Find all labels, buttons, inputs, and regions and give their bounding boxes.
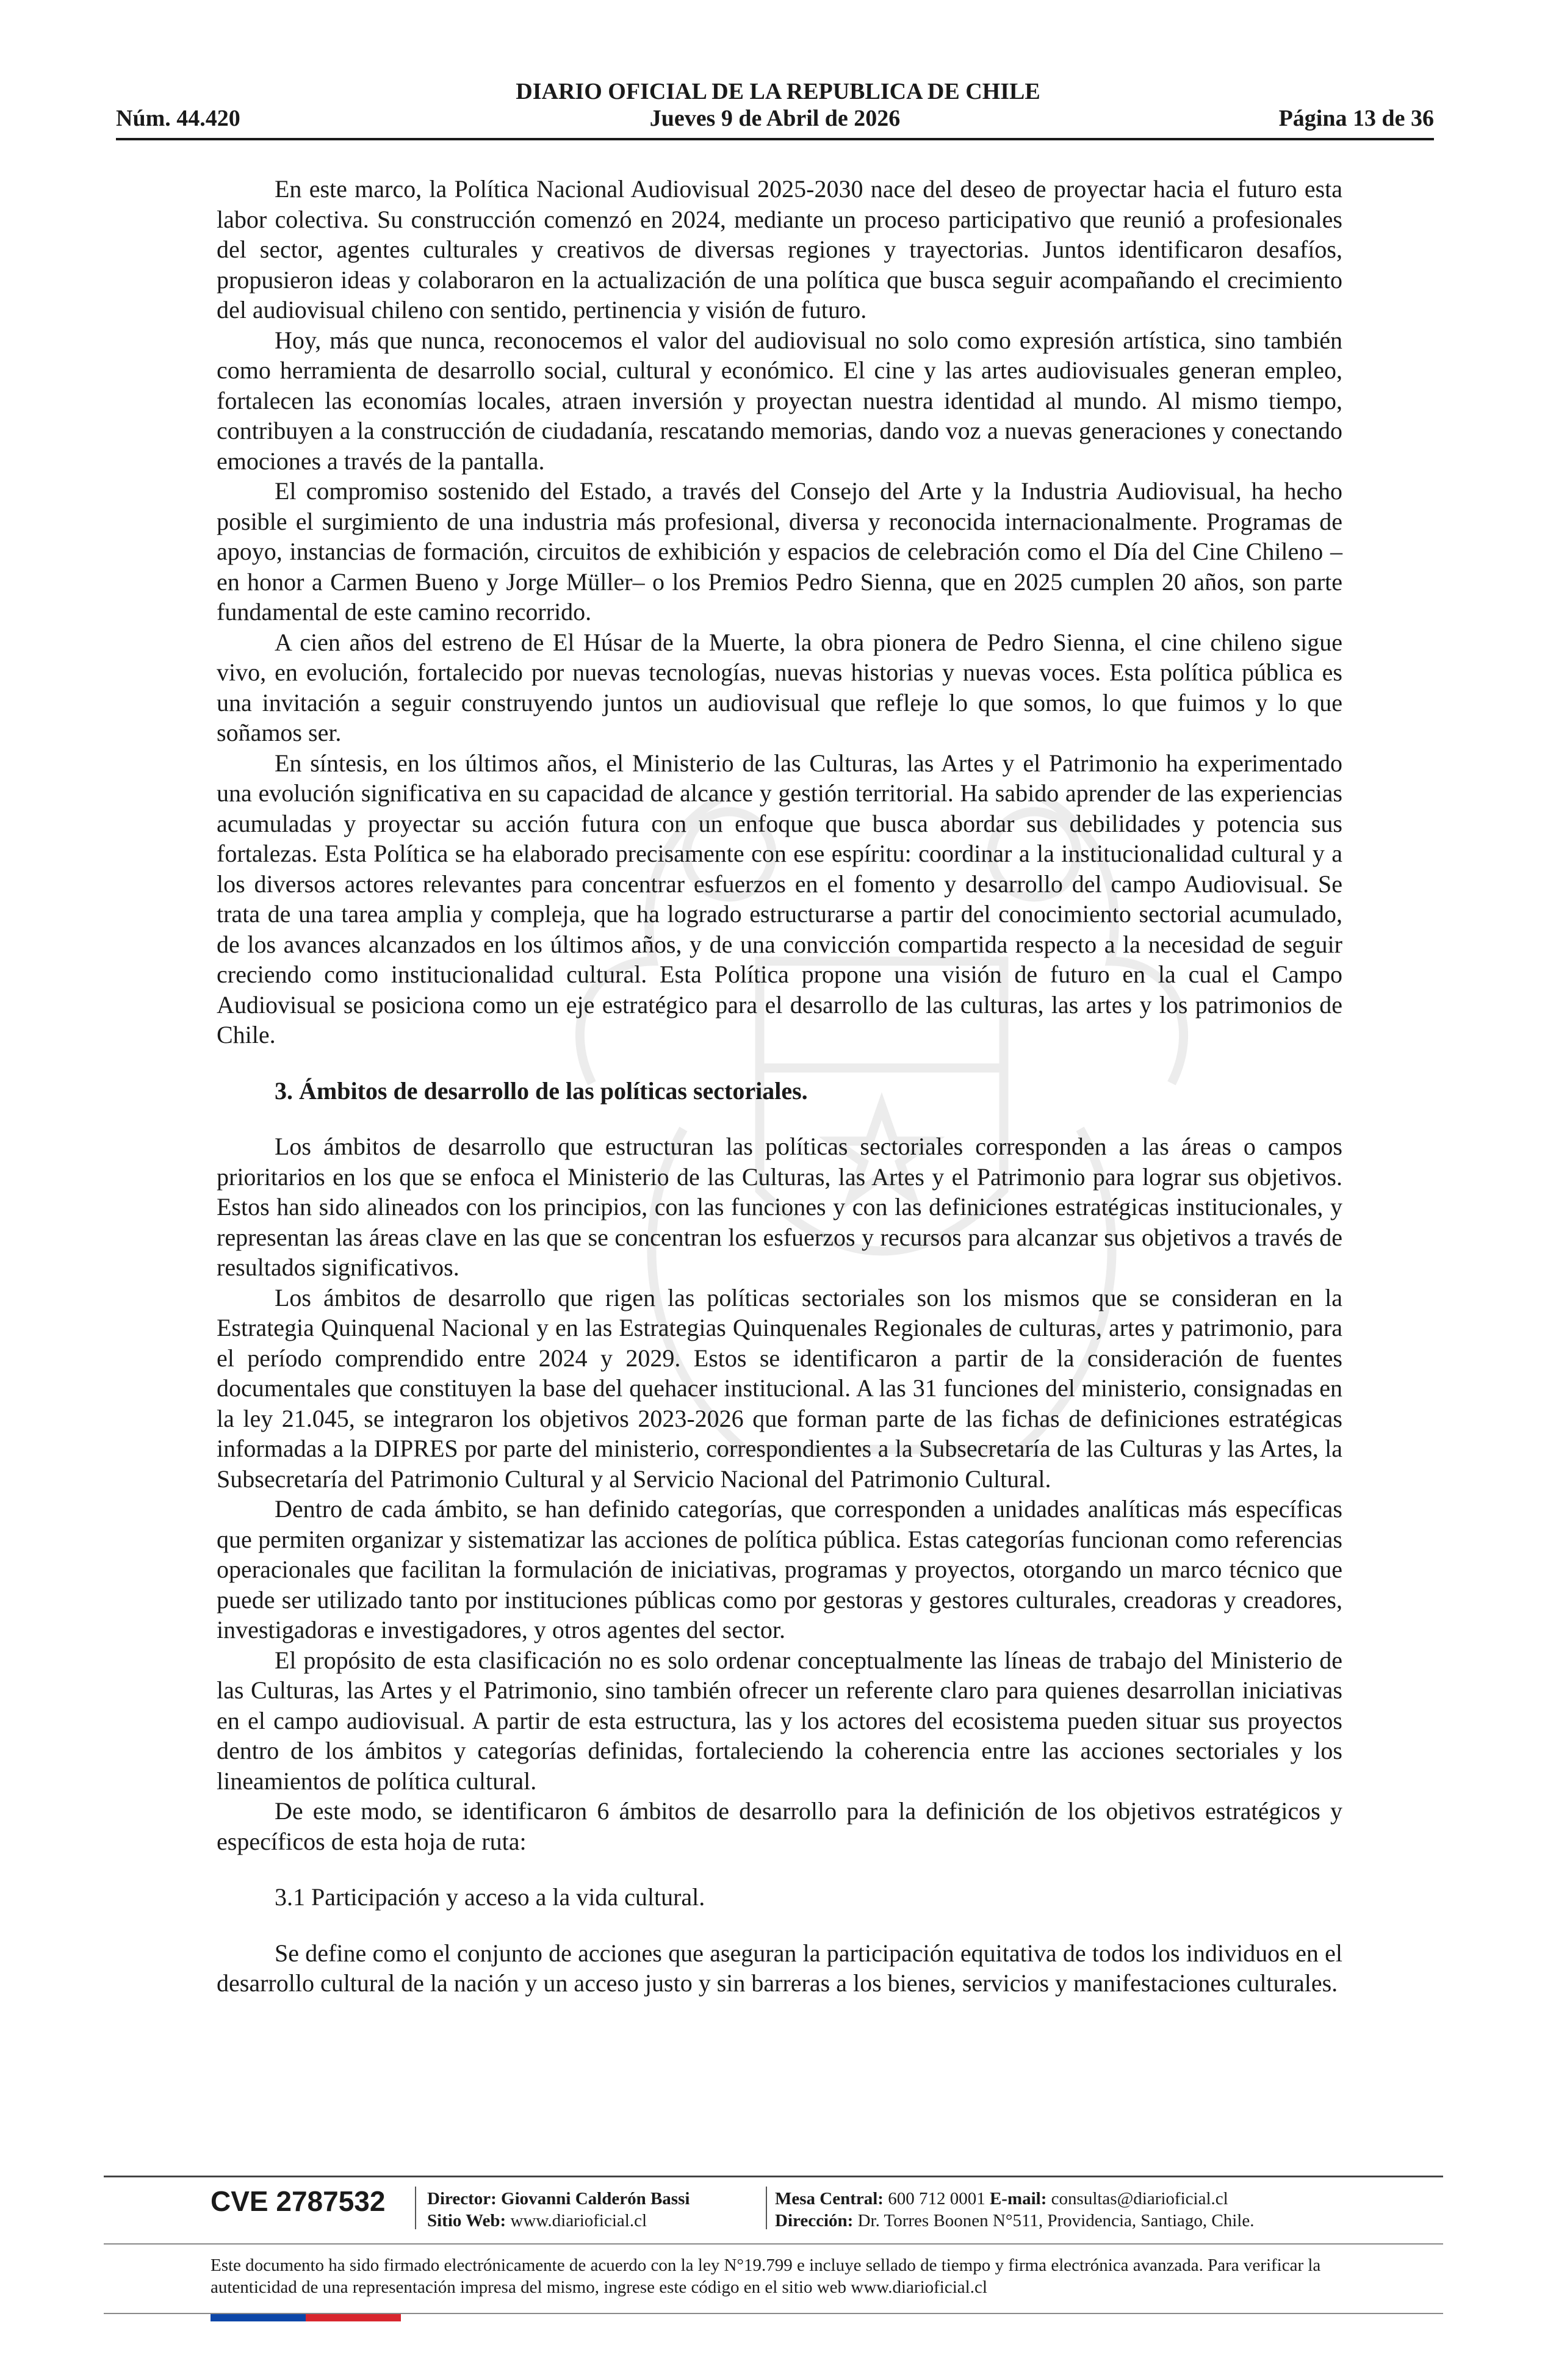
flag-blue-segment	[211, 2314, 306, 2321]
paragraph: Dentro de cada ámbito, se han definido categorías, que corresponden a unidades analíticas más específicas que permiten organizar y sistematizar las acciones de política pública. Estas categorías funcionan como referencias operacionales que facilitan la formulación de iniciativas, programas y proyectos, otorgando un marco técnico que puede ser utilizado tanto por instituciones públicas como por gestoras y gestores culturales, creadoras y creadores, investigadoras e investigadores, y otros agentes del sector.	[217, 1495, 1342, 1643]
paragraph: Se define como el conjunto de acciones que aseguran la participación equitativa de todos los individuos en el desarrollo cultural de la nación y un acceso justo y sin barreras a los bienes, servicios y manifestaciones culturales.	[217, 1939, 1342, 1997]
paragraph: En síntesis, en los últimos años, el Ministerio de las Culturas, las Artes y el Patrimonio ha experimentado una evolución significativa en su capacidad de alcance y gestión territorial. Ha sabido aprender de las experiencias acumuladas y proyectar su acción futura con un enfoque que busca abordar sus debilidades y potencia sus fortalezas. Esta Política se ha elaborado precisamente con ese espíritu: coordinar a la institucionalidad cultural y a los diversos actores relevantes para concentrar esfuerzos en el fomento y desarrollo del campo Audiovisual. Se trata de una tarea amplia y compleja, que ha logrado estructurarse a partir del conocimiento sectorial acumulado, de los avances alcanzados en los últimos años, y de una convicción compartida respecto a la necesidad de seguir creciendo como institucionalidad cultural. Esta Política propone una visión de futuro en la cual el Campo Audiovisual se posiciona como un eje estratégico para el desarrollo de las culturas, las artes y los patrimonios de Chile.	[217, 749, 1342, 1048]
address-label: Dirección:	[775, 2211, 854, 2230]
paragraph: Los ámbitos de desarrollo que estructuran las políticas sectoriales corresponden a las áreas o campos prioritarios en los que se enfoca el Ministerio de las Culturas, las Artes y el Patrimonio para lograr sus objetivos. Estos han sido alineados con los principios, con las funciones y con las definiciones estratégicas institucionales, y representan las áreas clave en las que se concentran los esfuerzos y recursos para alcanzar sus objetivos a través de resultados significativos.	[217, 1133, 1342, 1281]
phone-value: 600 712 0001	[888, 2189, 985, 2209]
signature-notice: Este documento ha sido firmado electrónicamente de acuerdo con la ley N°19.799 e incluye sellado de tiempo y firma electrónica avanzada. Para verificar la autenticidad de una representación impresa del mismo, ingrese este código en el sitio web www.diarioficial.cl	[211, 2256, 1321, 2297]
paragraph: El compromiso sostenido del Estado, a través del Consejo del Arte y la Industria Audiovisual, ha hecho posible el surgimiento de una industria más profesional, diversa y reconocida internacionalmente. Programas de apoyo, instancias de formación, circuitos de exhibición y espacios de celebración como el Día del Cine Chileno –en honor a Carmen Bueno y Jorge Müller– o los Premios Pedro Sienna, que en 2025 cumplen 20 años, son parte fundamental de este camino recorrido.	[217, 477, 1342, 626]
page-number: Página 13 de 36	[1278, 106, 1434, 131]
footer-contact-block	[775, 2188, 1254, 2232]
website-line	[427, 2210, 690, 2232]
header-divider	[116, 138, 1434, 140]
header-row	[116, 105, 1434, 135]
contact-line	[775, 2188, 1254, 2210]
email-label: E-mail:	[989, 2189, 1047, 2209]
newspaper-title: DIARIO OFICIAL DE LA REPUBLICA DE CHILE	[516, 79, 1040, 104]
cve-code: CVE 2787532	[211, 2185, 386, 2217]
website-link[interactable]: www.diarioficial.cl	[510, 2211, 647, 2230]
flag-stripe	[211, 2314, 401, 2321]
footer-divider-middle	[104, 2243, 1443, 2245]
subsection-heading: 3.1 Participación y acceso a la vida cultural.	[275, 1883, 705, 1911]
section-heading: 3. Ámbitos de desarrollo de las políticas sectoriales.	[275, 1076, 808, 1105]
paragraph: De este modo, se identificaron 6 ámbitos de desarrollo para la definición de los objetivos estratégicos y específicos de esta hoja de ruta:	[217, 1797, 1342, 1855]
article-body	[217, 174, 1342, 1999]
footer-director-block	[427, 2188, 690, 2232]
footer-divider-top	[104, 2176, 1443, 2177]
address-value: Dr. Torres Boonen N°511, Providencia, Santiago, Chile.	[857, 2211, 1255, 2230]
phone-label: Mesa Central:	[775, 2189, 884, 2209]
footer-separator	[766, 2187, 767, 2229]
paragraph: Hoy, más que nunca, reconocemos el valor del audiovisual no solo como expresión artística, sino también como herramienta de desarrollo social, cultural y económico. El cine y las artes audiovisuales generan empleo, fortalecen las economías locales, atraen inversión y proyectan nuestra identidad al mundo. Al mismo tiempo, contribuyen a la construcción de ciudadanía, rescatando memorias, dando voz a nuevas generaciones y conectando emociones a través de la pantalla.	[217, 326, 1342, 475]
issue-number: Núm. 44.420	[116, 106, 240, 131]
director-line	[427, 2188, 690, 2210]
address-line	[775, 2210, 1254, 2232]
issue-date: Jueves 9 de Abril de 2026	[649, 106, 901, 131]
email-link[interactable]: consultas@diarioficial.cl	[1051, 2189, 1228, 2209]
paragraph: A cien años del estreno de El Húsar de la Muerte, la obra pionera de Pedro Sienna, el cine chileno sigue vivo, en evolución, fortalecido por nuevas tecnologías, nuevas historias y nuevas voces. Esta política pública es una invitación a seguir construyendo juntos un audiovisual que refleje lo que somos, lo que fuimos y lo que soñamos ser.	[217, 628, 1342, 746]
director-name: Giovanni Calderón Bassi	[501, 2189, 690, 2209]
paragraph: El propósito de esta clasificación no es solo ordenar conceptualmente las líneas de trabajo del Ministerio de las Culturas, las Artes y el Patrimonio, sino también ofrecer un referente claro para quienes desarrollan iniciativas en el campo audiovisual. A partir de esta estructura, las y los actores del ecosistema pueden situar sus proyectos dentro de los ámbitos y categorías definidas, fortaleciendo la coherencia entre las acciones sectoriales y los lineamientos de política cultural.	[217, 1646, 1342, 1795]
footer-separator	[415, 2187, 416, 2229]
paragraph: En este marco, la Política Nacional Audiovisual 2025-2030 nace del deseo de proyectar hacia el futuro esta labor colectiva. Su construcción comenzó en 2024, mediante un proceso participativo que reunió a profesionales del sector, agentes culturales y creativos de diversas regiones y trayectorias. Juntos identificaron desafíos, propusieron ideas y colaboraron en la actualización de una política que busca seguir acompañando el crecimiento del audiovisual chileno con sentido, pertinencia y visión de futuro.	[217, 175, 1342, 323]
director-label: Director:	[427, 2189, 497, 2209]
paragraph: Los ámbitos de desarrollo que rigen las políticas sectoriales son los mismos que se consideran en la Estrategia Quinquenal Nacional y en las Estrategias Quinquenales Regionales de culturas, artes y patrimonio, para el período comprendido entre 2024 y 2029. Estos se identificaron a partir de la consideración de fuentes documentales que constituyen la base del quehacer institucional. A las 31 funciones del ministerio, consignadas en la ley 21.045, se integraron los objetivos 2023-2026 que forman parte de las fichas de definiciones estratégicas informadas a la DIPRES por parte del ministerio, correspondientes a la Subsecretaría de las Culturas y las Artes, la Subsecretaría del Patrimonio Cultural y al Servicio Nacional del Patrimonio Cultural.	[217, 1283, 1342, 1493]
flag-red-segment	[306, 2314, 401, 2321]
website-label: Sitio Web:	[427, 2211, 506, 2230]
